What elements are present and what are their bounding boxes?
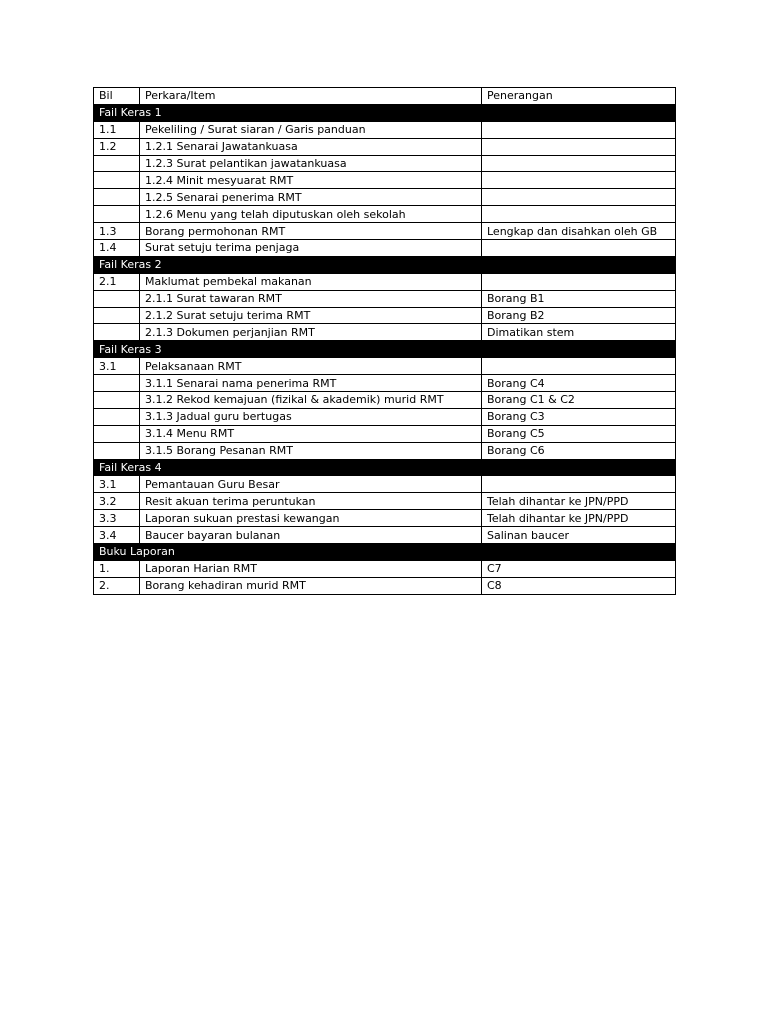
row-item-cell: 1.2.5 Senarai penerima RMT	[140, 189, 482, 206]
section-header-row	[94, 104, 676, 121]
row-number-cell	[94, 442, 140, 459]
row-item-cell: Borang permohonan RMT	[140, 223, 482, 240]
row-description-cell: Borang C1 & C2	[482, 392, 676, 409]
row-description-cell: Telah dihantar ke JPN/PPD	[482, 510, 676, 527]
section-label: Buku Laporan	[94, 544, 676, 561]
row-description-cell	[482, 138, 676, 155]
row-item-cell: Maklumat pembekal makanan	[140, 273, 482, 290]
row-item-cell: 1.2.3 Surat pelantikan jawatankuasa	[140, 155, 482, 172]
section-label: Fail Keras 3	[94, 341, 676, 358]
row-description-cell	[482, 155, 676, 172]
row-number-cell	[94, 307, 140, 324]
row-number-cell: 1.4	[94, 240, 140, 257]
row-item-cell: Baucer bayaran bulanan	[140, 527, 482, 544]
row-description-cell: Borang C4	[482, 375, 676, 392]
row-item-cell: 2.1.2 Surat setuju terima RMT	[140, 307, 482, 324]
row-number-cell	[94, 324, 140, 341]
table-row	[94, 425, 676, 442]
row-item-cell: 1.2.1 Senarai Jawatankuasa	[140, 138, 482, 155]
row-description-cell: Borang C5	[482, 425, 676, 442]
row-item-cell: 3.1.4 Menu RMT	[140, 425, 482, 442]
row-item-cell: 3.1.5 Borang Pesanan RMT	[140, 442, 482, 459]
table-row	[94, 307, 676, 324]
table-row	[94, 392, 676, 409]
table-row	[94, 290, 676, 307]
row-item-cell: Surat setuju terima penjaga	[140, 240, 482, 257]
row-number-cell	[94, 206, 140, 223]
table-row	[94, 172, 676, 189]
table-row	[94, 560, 676, 577]
table-row	[94, 138, 676, 155]
table-row	[94, 240, 676, 257]
row-item-cell: 3.1.2 Rekod kemajuan (fizikal & akademik) murid RMT	[140, 392, 482, 409]
row-description-cell	[482, 121, 676, 138]
row-description-cell	[482, 206, 676, 223]
document-page	[93, 87, 675, 595]
row-description-cell: Dimatikan stem	[482, 324, 676, 341]
row-description-cell: C8	[482, 577, 676, 594]
table-row	[94, 577, 676, 594]
table-row	[94, 324, 676, 341]
row-number-cell	[94, 189, 140, 206]
row-description-cell: Telah dihantar ke JPN/PPD	[482, 493, 676, 510]
row-number-cell	[94, 290, 140, 307]
row-number-cell: 3.1	[94, 476, 140, 493]
row-number-cell: 2.	[94, 577, 140, 594]
row-number-cell: 1.3	[94, 223, 140, 240]
table-row	[94, 189, 676, 206]
row-number-cell: 3.3	[94, 510, 140, 527]
row-item-cell: 3.1.1 Senarai nama penerima RMT	[140, 375, 482, 392]
row-item-cell: Pemantauan Guru Besar	[140, 476, 482, 493]
row-number-cell	[94, 425, 140, 442]
table-row	[94, 476, 676, 493]
section-header-row	[94, 459, 676, 476]
header-item: Perkara/Item	[140, 88, 482, 105]
row-description-cell: Borang B1	[482, 290, 676, 307]
row-description-cell: Borang C3	[482, 408, 676, 425]
row-number-cell: 1.	[94, 560, 140, 577]
section-header-row	[94, 341, 676, 358]
table-row	[94, 493, 676, 510]
row-number-cell	[94, 375, 140, 392]
section-label: Fail Keras 1	[94, 104, 676, 121]
row-description-cell	[482, 358, 676, 375]
section-label: Fail Keras 4	[94, 459, 676, 476]
table-header-row	[94, 88, 676, 105]
row-number-cell: 3.2	[94, 493, 140, 510]
row-number-cell: 1.2	[94, 138, 140, 155]
table-row	[94, 442, 676, 459]
section-header-row	[94, 256, 676, 273]
header-bil: Bil	[94, 88, 140, 105]
table-row	[94, 155, 676, 172]
row-number-cell	[94, 172, 140, 189]
row-item-cell: Laporan sukuan prestasi kewangan	[140, 510, 482, 527]
table-row	[94, 273, 676, 290]
row-item-cell: Pekeliling / Surat siaran / Garis panduan	[140, 121, 482, 138]
row-description-cell: C7	[482, 560, 676, 577]
row-number-cell	[94, 392, 140, 409]
row-item-cell: 1.2.6 Menu yang telah diputuskan oleh sekolah	[140, 206, 482, 223]
row-description-cell: Borang B2	[482, 307, 676, 324]
row-number-cell: 2.1	[94, 273, 140, 290]
table-row	[94, 510, 676, 527]
table-body	[94, 104, 676, 594]
row-number-cell: 3.4	[94, 527, 140, 544]
row-description-cell: Borang C6	[482, 442, 676, 459]
row-description-cell	[482, 476, 676, 493]
row-description-cell	[482, 273, 676, 290]
header-description: Penerangan	[482, 88, 676, 105]
checklist-table	[93, 87, 676, 595]
row-item-cell: 3.1.3 Jadual guru bertugas	[140, 408, 482, 425]
section-label: Fail Keras 2	[94, 256, 676, 273]
section-header-row	[94, 544, 676, 561]
row-number-cell: 3.1	[94, 358, 140, 375]
row-item-cell: Pelaksanaan RMT	[140, 358, 482, 375]
row-item-cell: 1.2.4 Minit mesyuarat RMT	[140, 172, 482, 189]
row-item-cell: Resit akuan terima peruntukan	[140, 493, 482, 510]
table-row	[94, 206, 676, 223]
row-description-cell	[482, 240, 676, 257]
table-row	[94, 358, 676, 375]
row-number-cell	[94, 408, 140, 425]
row-item-cell: 2.1.1 Surat tawaran RMT	[140, 290, 482, 307]
row-description-cell	[482, 189, 676, 206]
row-item-cell: 2.1.3 Dokumen perjanjian RMT	[140, 324, 482, 341]
table-row	[94, 527, 676, 544]
row-description-cell: Salinan baucer	[482, 527, 676, 544]
table-row	[94, 408, 676, 425]
table-row	[94, 375, 676, 392]
row-description-cell	[482, 172, 676, 189]
row-number-cell	[94, 155, 140, 172]
row-item-cell: Laporan Harian RMT	[140, 560, 482, 577]
row-number-cell: 1.1	[94, 121, 140, 138]
table-row	[94, 223, 676, 240]
table-row	[94, 121, 676, 138]
row-description-cell: Lengkap dan disahkan oleh GB	[482, 223, 676, 240]
row-item-cell: Borang kehadiran murid RMT	[140, 577, 482, 594]
